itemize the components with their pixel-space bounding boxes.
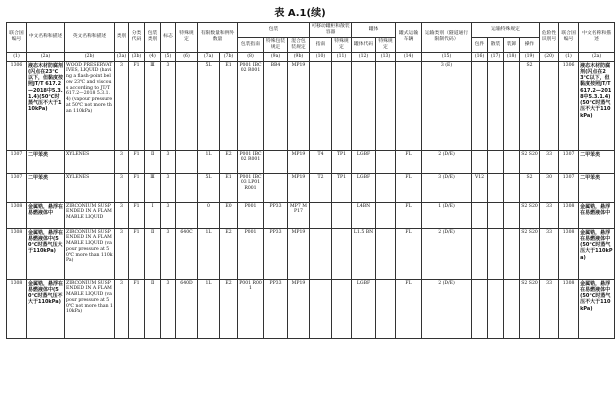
col-num: (10) <box>310 52 332 61</box>
cell-tank-inst: T2 <box>310 173 332 202</box>
col-num: (2a) <box>579 52 615 61</box>
col-num: (20) <box>540 52 559 61</box>
header-tank-special: 特殊规定 <box>332 37 352 52</box>
header-un: 联合国编号 <box>7 23 27 53</box>
col-num: (4) <box>145 52 161 61</box>
cell-tank-inst <box>310 61 332 150</box>
header-label: 标志 <box>161 23 176 53</box>
cell-pack-inst: P001 <box>238 228 264 279</box>
cell-tank-sp <box>332 61 352 150</box>
cell-ts-package <box>472 150 488 173</box>
cell-code: F1 <box>129 150 145 173</box>
cell-pg: Ⅲ <box>145 61 161 150</box>
header-ts-operation: 操作 <box>520 37 540 52</box>
cell-ts-operation: S2 S20 <box>520 228 540 279</box>
cell-un: 1308 <box>7 228 27 279</box>
cell-eq: E1 <box>220 173 238 202</box>
cell-tank-code: LGBF <box>352 279 376 338</box>
header-tank-instructions: 指南 <box>310 37 332 52</box>
header-packing-instructions: 包装指南 <box>238 37 264 52</box>
header-limited-quantity: 有限数量和例外数量 <box>198 23 238 53</box>
col-num: (13) <box>376 52 396 61</box>
cell-sp <box>176 150 198 173</box>
cell-tank-sp <box>332 279 352 338</box>
cell-cn-name-repeat: 二甲苯类 <box>579 150 615 173</box>
cell-label: 3 <box>161 61 176 150</box>
col-num: (17) <box>488 52 504 61</box>
cell-vtank-sp <box>376 150 396 173</box>
cell-ts-bulk <box>488 150 504 173</box>
cell-label: 3 <box>161 202 176 228</box>
cell-ts-operation: S2 S20 <box>520 150 540 173</box>
cell-eq: E2 <box>220 228 238 279</box>
cell-tank-inst <box>310 202 332 228</box>
cell-ts-package <box>472 61 488 150</box>
cell-pack-inst: P001 IBC02 R001 <box>238 61 264 150</box>
cell-vehicle: FL <box>396 279 422 338</box>
cell-cn-name: 金属锆，悬浮在易燃液体中(50℃时蒸气压大于110kPa) <box>27 228 65 279</box>
cell-vtank-sp <box>376 173 396 202</box>
cell-tank-sp <box>332 202 352 228</box>
cell-ts-loading <box>504 173 520 202</box>
cell-code: F1 <box>129 202 145 228</box>
cell-sp <box>176 61 198 150</box>
header-mixed-packing: 混合包装规定 <box>288 37 310 52</box>
cell-hazard: 33 <box>540 150 559 173</box>
col-num: (3b) <box>129 52 145 61</box>
cell-mix: MP7 MP17 <box>288 202 310 228</box>
header-packaging: 包装 <box>238 23 310 38</box>
cell-class: 3 <box>115 61 129 150</box>
header-class-code: 分类代码 <box>129 23 145 53</box>
col-num: (2a) <box>27 52 65 61</box>
cell-lq: 1L <box>198 228 220 279</box>
header-tank-vehicle: 罐式运输车辆 <box>396 23 422 53</box>
cell-hazard <box>540 61 559 150</box>
cell-class: 3 <box>115 279 129 338</box>
cell-class: 3 <box>115 228 129 279</box>
col-num: (3a) <box>115 52 129 61</box>
cell-ts-bulk <box>488 173 504 202</box>
col-num: (9b) <box>288 52 310 61</box>
cell-mix: MP19 <box>288 61 310 150</box>
cell-tank-inst: T4 <box>310 150 332 173</box>
cell-sp: 640D <box>176 279 198 338</box>
cell-pack-sp: PP33 <box>264 202 288 228</box>
col-num: (1) <box>559 52 579 61</box>
cell-eq: E2 <box>220 150 238 173</box>
cell-code: F1 <box>129 279 145 338</box>
dangerous-goods-table <box>6 22 615 339</box>
cell-pack-sp: PP33 <box>264 279 288 338</box>
cell-eq: E0 <box>220 202 238 228</box>
cell-hazard: 33 <box>540 279 559 338</box>
cell-pack-inst: P001 IBC02 R001 <box>238 150 264 173</box>
cell-eq: E2 <box>220 279 238 338</box>
cell-code: F1 <box>129 228 145 279</box>
header-vtank-special: 特殊规定 <box>376 37 396 52</box>
header-en-name: 英文名称和描述 <box>65 23 115 53</box>
table-row <box>7 228 615 279</box>
cell-mix: MP19 <box>288 279 310 338</box>
table-header <box>7 23 615 62</box>
cell-ts-operation: S2 S20 <box>520 202 540 228</box>
cell-tank-code: LGBF <box>352 173 376 202</box>
cell-ts-bulk <box>488 228 504 279</box>
cell-ts-package: V12 <box>472 173 488 202</box>
table-row <box>7 202 615 228</box>
cell-sp <box>176 202 198 228</box>
col-num: (5) <box>161 52 176 61</box>
header-tank: 罐体 <box>352 23 396 38</box>
cell-cn-name: 液态木材防腐剂(闪点在23℃以下，但黏度按照JT/T 617.2—2018中5.3.1.4)(50℃时蒸气压不大于110kPa) <box>27 61 65 150</box>
cell-eq: E1 <box>220 61 238 150</box>
cell-class: 3 <box>115 150 129 173</box>
header-packing-group: 包装类别 <box>145 23 161 53</box>
col-num: (2b) <box>65 52 115 61</box>
cell-cn-name-repeat: 金属锆，悬浮在易燃液体中 <box>579 202 615 228</box>
col-num: (14) <box>396 52 422 61</box>
header-transport-category: 运输类别（隧道通行限制代码） <box>422 23 472 53</box>
cell-pg: Ⅰ <box>145 202 161 228</box>
col-num: (9a) <box>264 52 288 61</box>
header-hazard-id: 危险性识别号 <box>540 23 559 53</box>
cell-pack-sp: BB4 <box>264 61 288 150</box>
column-number-row <box>7 52 615 61</box>
table-row <box>7 150 615 173</box>
cell-code: F1 <box>129 61 145 150</box>
header-cn-name-repeat: 中文名称和描述 <box>579 23 615 53</box>
col-num: (16) <box>472 52 488 61</box>
cell-tank-code: L4BN <box>352 202 376 228</box>
header-portable-tank: 可移动罐柜和散装容器 <box>310 23 352 38</box>
header-special-provisions: 特殊规定 <box>176 23 198 53</box>
col-num: (6) <box>176 52 198 61</box>
cell-ts-package <box>472 279 488 338</box>
header-tank-code: 罐体代码 <box>352 37 376 52</box>
cell-cn-name-repeat: 金属锆，悬浮在易燃液体中(50℃时蒸气压不大于110kPa) <box>579 279 615 338</box>
cell-mix: MP19 <box>288 228 310 279</box>
cell-cn-name-repeat: 金属锆，悬浮在易燃液体中(50℃时蒸气压大于110kPa) <box>579 228 615 279</box>
header-ts-package: 包件 <box>472 37 488 52</box>
table-row <box>7 279 615 338</box>
header-packing-special: 特殊包装规定 <box>264 37 288 52</box>
cell-ts-package <box>472 202 488 228</box>
cell-un-repeat: 1307 <box>559 150 579 173</box>
cell-cn-name-repeat: 二甲苯类 <box>579 173 615 202</box>
cell-ts-package <box>472 228 488 279</box>
cell-pack-inst: P001 IBC03 LP01 R001 <box>238 173 264 202</box>
cell-category: 2 (D/E) <box>422 228 472 279</box>
cell-tank-sp: TP1 <box>332 150 352 173</box>
cell-ts-bulk <box>488 202 504 228</box>
cell-vehicle: FL <box>396 202 422 228</box>
cell-pg: Ⅲ <box>145 173 161 202</box>
cell-vehicle: FL <box>396 228 422 279</box>
cell-lq: 5L <box>198 173 220 202</box>
cell-cn-name: 金属锆，悬浮在易燃液体中 <box>27 202 65 228</box>
cell-vtank-sp <box>376 279 396 338</box>
cell-un-repeat: 1308 <box>559 228 579 279</box>
cell-ts-loading <box>504 228 520 279</box>
cell-tank-sp <box>332 228 352 279</box>
cell-ts-loading <box>504 202 520 228</box>
cell-en-name: ZIRCONIUM SUSPENDED IN A FLAMMABLE LIQUID (vapour pressure at 50℃ not more than 110kPa) <box>65 279 115 338</box>
cell-label: 3 <box>161 228 176 279</box>
cell-un-repeat: 1306 <box>559 61 579 150</box>
table-row <box>7 61 615 150</box>
table-row <box>7 173 615 202</box>
col-num: (7a) <box>198 52 220 61</box>
cell-tank-sp: TP1 <box>332 173 352 202</box>
cell-en-name: XYLENES <box>65 150 115 173</box>
cell-cn-name: 金属锆，悬浮在易燃液体中(50℃时蒸气压不大于110kPa) <box>27 279 65 338</box>
cell-en-name: ZIRCONIUM SUSPENDED IN A FLAMMABLE LIQUID <box>65 202 115 228</box>
cell-pack-inst: P001 R001 <box>238 279 264 338</box>
cell-un-repeat: 1308 <box>559 279 579 338</box>
col-num: (8) <box>238 52 264 61</box>
col-num: (12) <box>352 52 376 61</box>
cell-category: 1 (D/E) <box>422 202 472 228</box>
cell-vehicle: FL <box>396 173 422 202</box>
cell-ts-loading <box>504 61 520 150</box>
cell-vtank-sp <box>376 228 396 279</box>
table-body <box>7 61 615 338</box>
cell-tank-code <box>352 61 376 150</box>
cell-class: 3 <box>115 202 129 228</box>
col-num: (18) <box>504 52 520 61</box>
cell-pack-sp <box>264 173 288 202</box>
cell-label: 3 <box>161 173 176 202</box>
cell-pg: Ⅱ <box>145 279 161 338</box>
cell-category: 3 (D/E) <box>422 173 472 202</box>
cell-en-name: XYLENES <box>65 173 115 202</box>
cell-cn-name-repeat: 液态木材防腐剂(闪点在23℃以下，但黏度按照JT/T 617.2—2018中5.3.1.4)(50℃时蒸气压不大于110kPa) <box>579 61 615 150</box>
cell-pack-sp: PP33 <box>264 228 288 279</box>
cell-mix: MP19 <box>288 150 310 173</box>
cell-category: 2 (D/E) <box>422 279 472 338</box>
cell-mix: MP19 <box>288 173 310 202</box>
cell-pg: Ⅱ <box>145 150 161 173</box>
cell-vehicle <box>396 61 422 150</box>
cell-un-repeat: 1307 <box>559 173 579 202</box>
cell-pack-sp <box>264 150 288 173</box>
cell-ts-bulk <box>488 279 504 338</box>
cell-ts-operation: S2 <box>520 61 540 150</box>
cell-code: F1 <box>129 173 145 202</box>
cell-lq: 1L <box>198 150 220 173</box>
header-class: 类别 <box>115 23 129 53</box>
cell-un: 1306 <box>7 61 27 150</box>
cell-un-repeat: 1308 <box>559 202 579 228</box>
cell-un: 1307 <box>7 173 27 202</box>
cell-vtank-sp <box>376 61 396 150</box>
cell-lq: 1L <box>198 279 220 338</box>
cell-vehicle: FL <box>396 150 422 173</box>
col-num: (7b) <box>220 52 238 61</box>
cell-ts-operation: S2 S20 <box>520 279 540 338</box>
cell-cn-name: 二甲苯类 <box>27 173 65 202</box>
header-un-repeat: 联合国编号 <box>559 23 579 53</box>
cell-lq: 0 <box>198 202 220 228</box>
col-num: (15) <box>422 52 472 61</box>
cell-class: 3 <box>115 173 129 202</box>
cell-un: 1308 <box>7 202 27 228</box>
header-cn-name: 中文名称和描述 <box>27 23 65 53</box>
header-ts-loading: 装卸 <box>504 37 520 52</box>
cell-hazard: 33 <box>540 228 559 279</box>
header-transport-special: 运输特殊规定 <box>472 23 540 38</box>
cell-label: 3 <box>161 150 176 173</box>
cell-vtank-sp <box>376 202 396 228</box>
header-ts-bulk: 散装 <box>488 37 504 52</box>
cell-ts-loading <box>504 279 520 338</box>
cell-sp <box>176 173 198 202</box>
cell-en-name: ZIRCONIUM SUSPENDED IN A FLAMMABLE LIQUID (vapour pressure at 50℃ more than 110kPa) <box>65 228 115 279</box>
cell-hazard: 33 <box>540 202 559 228</box>
cell-category: 3 (E) <box>422 61 472 150</box>
col-num: (11) <box>332 52 352 61</box>
cell-en-name: WOOD PRESERVATIVES, LIQUID (having a flash-point below 23℃ and viscous according to JT/T 617.2—2018 5.3.1.4) (vapour pressure at 50℃ not more than 110kPa) <box>65 61 115 150</box>
cell-tank-code: L1.5 BN <box>352 228 376 279</box>
cell-category: 2 (D/E) <box>422 150 472 173</box>
table-title: 表 A.1(续) <box>274 8 326 19</box>
col-num: (1) <box>7 52 27 61</box>
cell-ts-loading <box>504 150 520 173</box>
cell-label: 3 <box>161 279 176 338</box>
cell-un: 1308 <box>7 279 27 338</box>
cell-tank-inst <box>310 279 332 338</box>
cell-pack-inst: P001 <box>238 202 264 228</box>
col-num: (19) <box>520 52 540 61</box>
cell-hazard: 30 <box>540 173 559 202</box>
cell-tank-inst <box>310 228 332 279</box>
cell-un: 1307 <box>7 150 27 173</box>
cell-tank-code: LGBF <box>352 150 376 173</box>
cell-cn-name: 二甲苯类 <box>27 150 65 173</box>
cell-ts-bulk <box>488 61 504 150</box>
cell-ts-operation: S2 <box>520 173 540 202</box>
cell-sp: 640C <box>176 228 198 279</box>
cell-lq: 5L <box>198 61 220 150</box>
cell-pg: Ⅱ <box>145 228 161 279</box>
